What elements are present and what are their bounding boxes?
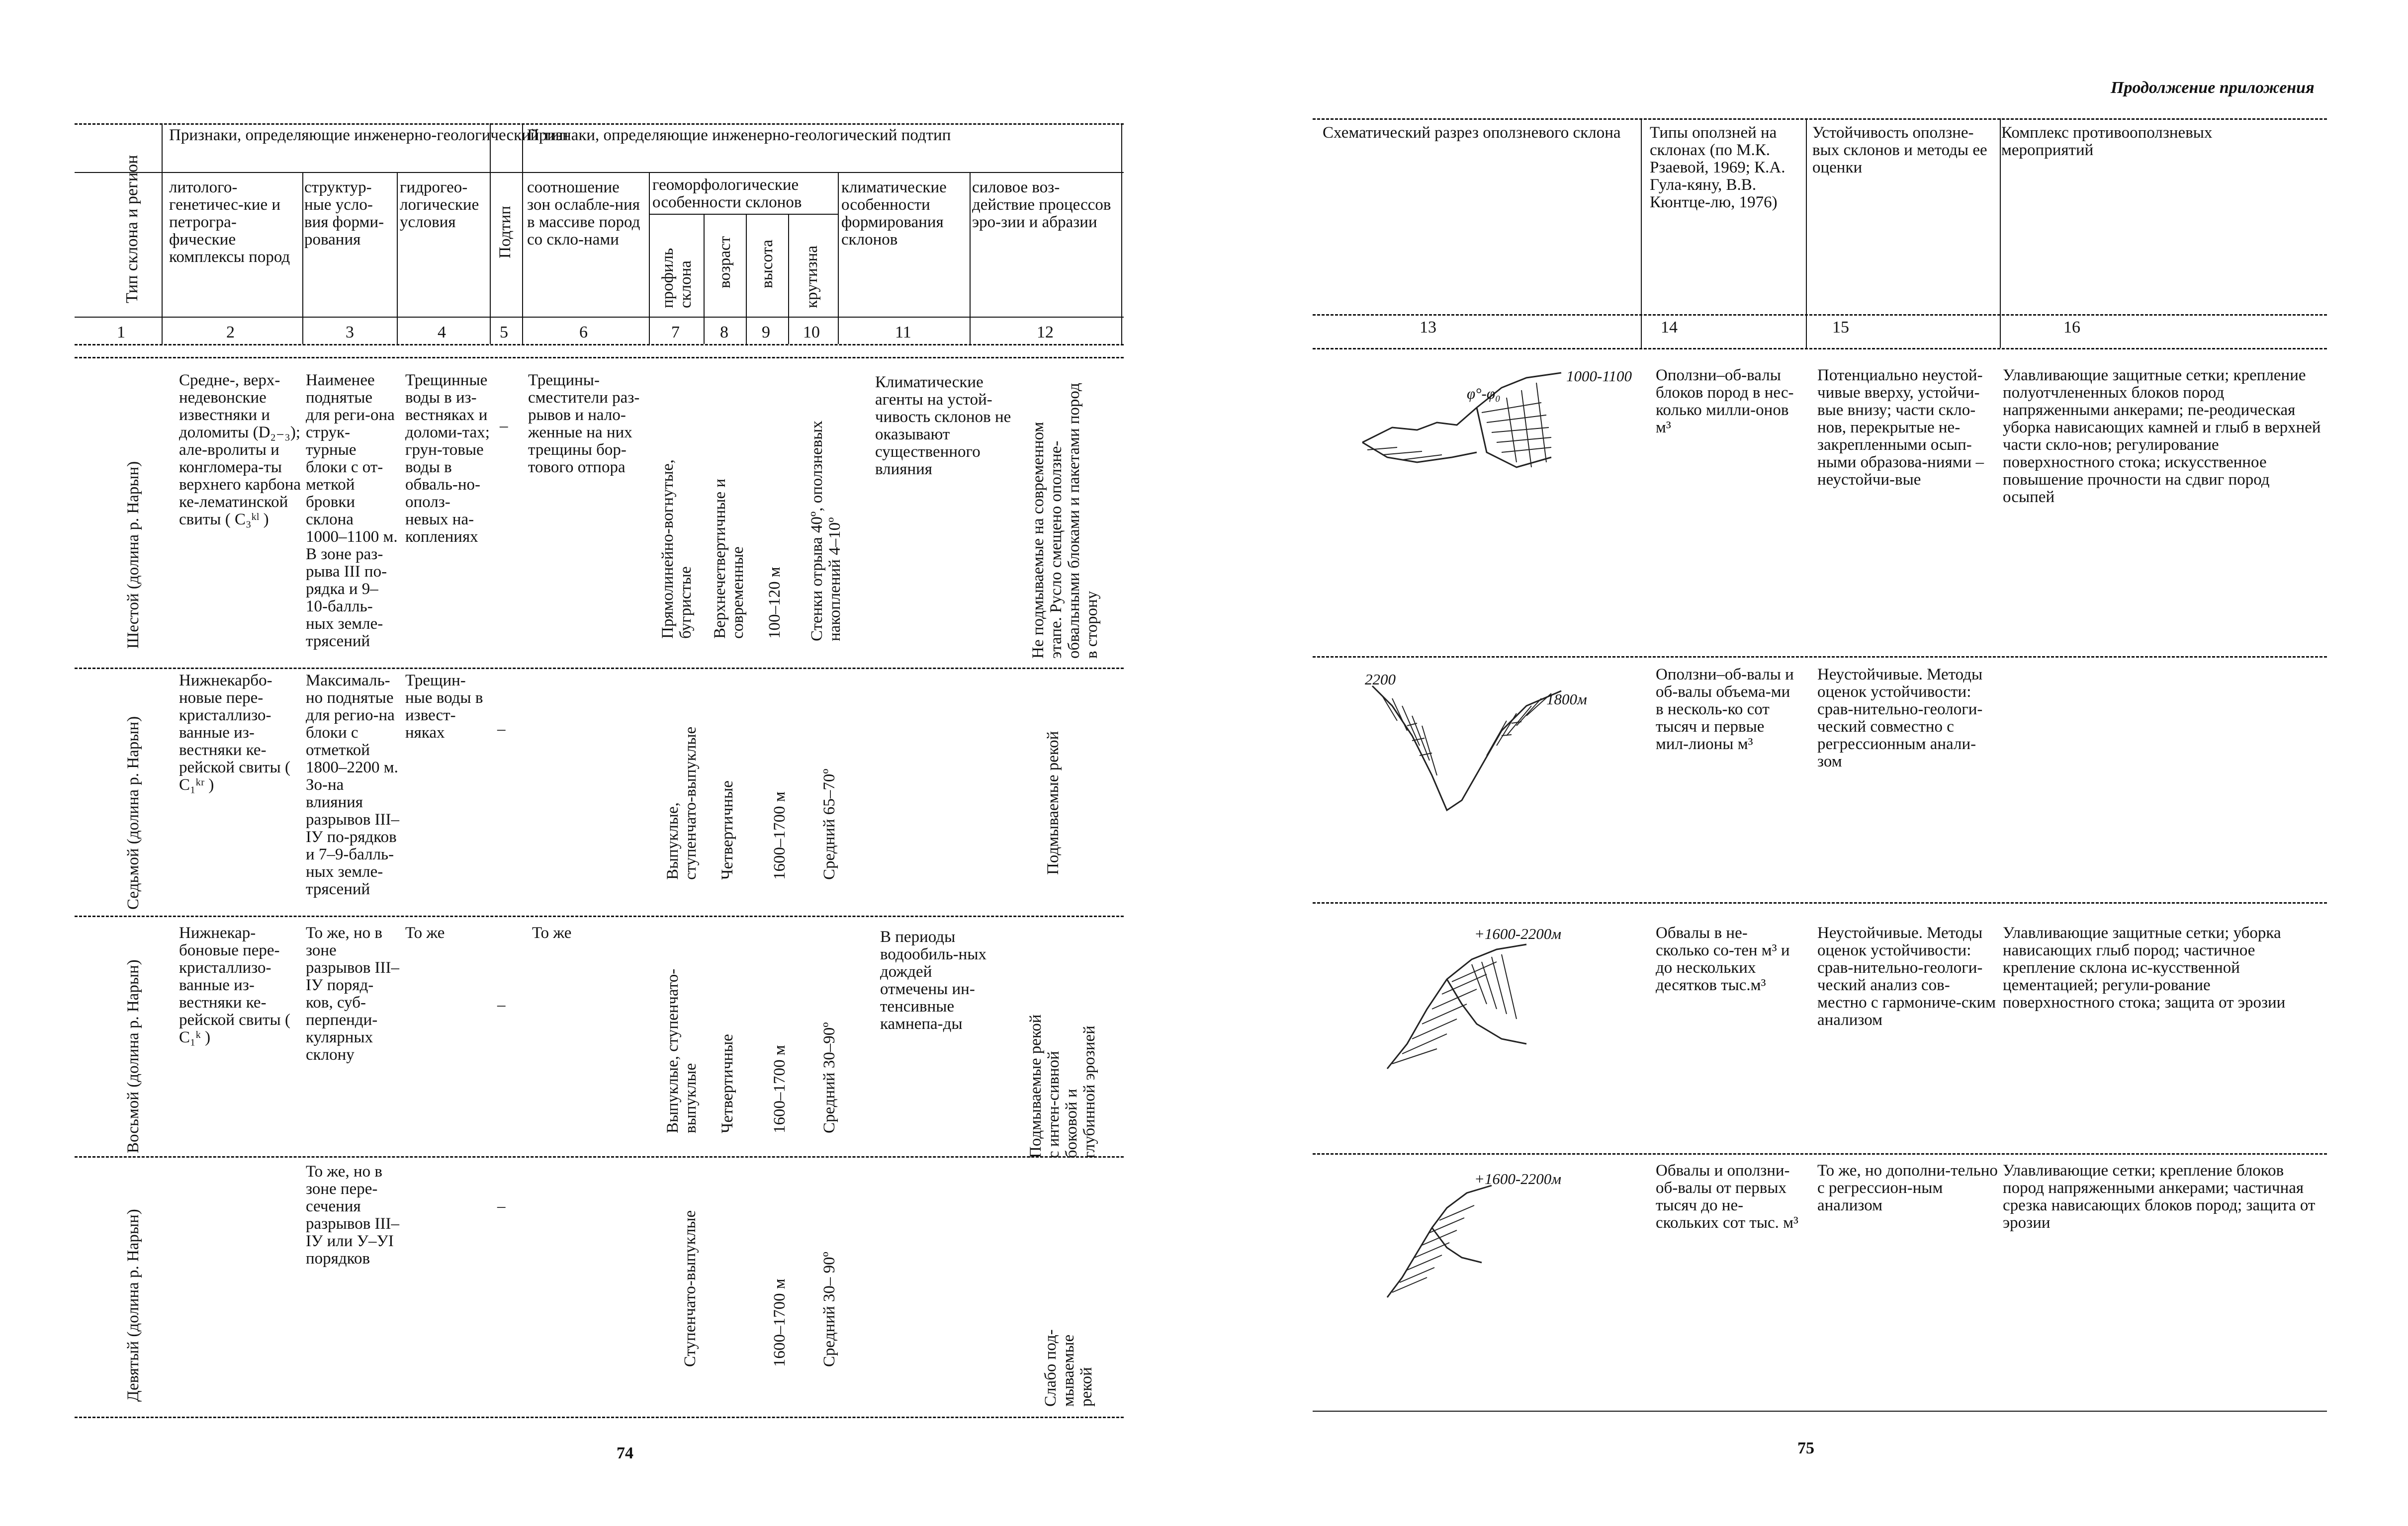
col-number: 6 (579, 323, 588, 341)
row-cell: Выпуклые, ступенчато-выпуклые (664, 726, 700, 880)
col16-header: Комплекс противооползневых мероприятий (2001, 124, 2213, 159)
row-cell: Подмываемые рекой (1044, 731, 1062, 875)
col-number: 3 (346, 323, 354, 341)
row-cell: То же (405, 924, 445, 942)
row-cell: Нижнекар-боновые пере-кристаллизо-ванные из-вестняки ке-рейской свиты ( C₁ᵏ ) (179, 924, 290, 1046)
page-number-left: 74 (617, 1444, 633, 1462)
col-divider (788, 214, 789, 344)
row-cell: Трещинные воды в из-вестняках и доломи-тах; грун-товые воды в обваль-но-ополз-невых на-коплениях (405, 371, 490, 546)
col12-header: силовое воз-действие процессов эро-зии и абразии (972, 178, 1111, 231)
col-divider (838, 172, 839, 344)
col-divider (970, 172, 971, 344)
table-bottom-rule (75, 1417, 1124, 1418)
col2-header: литолого-генетичес-кие и петрогра-фические комплексы пород (169, 178, 290, 266)
row-region: Восьмой (долина р. Нарын) (124, 959, 142, 1153)
row-cell: То же, но в зоне разрывов III–IУ поряд-ков, суб-перпенди-кулярных склону (306, 924, 400, 1064)
row-cell: Неустойчивые. Методы оценок устойчивости: срав-нительно-геологи-ческий анализ сов-местно с гармониче-ским анализом (1817, 924, 1996, 1029)
row-cell: Верхнечетвертичные и современные (711, 479, 747, 639)
col-number: 12 (1037, 323, 1054, 341)
row-cell: Оползни–об-валы блоков пород в нес-колько милли-онов м³ (1656, 366, 1794, 436)
col-number: 15 (1832, 318, 1849, 337)
col-number: 9 (762, 323, 770, 341)
col-number: 13 (1420, 318, 1436, 337)
col-divider (704, 214, 705, 344)
row-region: Седьмой (долина р. Нарын) (124, 716, 142, 910)
col3-header: структур-ные усло-вия форми-рования (304, 178, 384, 249)
col-number: 16 (2063, 318, 2080, 337)
row-cell: Четвертичные (718, 1034, 736, 1133)
row-cell: Ступенчато-выпуклые (681, 1210, 699, 1367)
row-cell: То же (532, 924, 572, 942)
row-cell: Трещин-ные воды в извест-няках (405, 672, 483, 742)
row-cell: 1600–1700 м (771, 1045, 789, 1133)
col-number: 8 (720, 323, 728, 341)
col-divider (649, 172, 650, 344)
col-number: 7 (671, 323, 680, 341)
col-divider (302, 172, 303, 344)
col10-header: крутизна (803, 245, 821, 308)
row-cell: Средний 30– 90º (820, 1252, 838, 1367)
row-cell: Средний 65–70º (820, 768, 838, 880)
sketch-label: φ°-φ₀ (1467, 385, 1501, 402)
continuation-header: Продолжение приложения (2111, 79, 2315, 97)
numbers-rule (75, 357, 1124, 358)
col-divider (162, 123, 163, 344)
header-rule (75, 172, 1124, 173)
col-number: 5 (500, 323, 508, 341)
col9-header: высота (758, 240, 776, 288)
table-top-rule (75, 123, 1124, 125)
row-cell: 1600–1700 м (771, 791, 789, 880)
sketch-label: +1600-2200м (1474, 925, 1562, 942)
row-rule (75, 668, 1124, 669)
col-divider (490, 123, 491, 344)
row-cell: Слабо под-мываемые рекой (1042, 1329, 1095, 1407)
col-divider (397, 172, 398, 344)
row-cell: 1600–1700 м (771, 1278, 789, 1367)
col7-header: профиль склона (659, 248, 695, 308)
row-cell: То же, но в зоне пере-сечения разрывов III–IУ или У–УI порядков (306, 1163, 400, 1268)
row-cell: Обвалы и оползни-об-валы от первых тысяч до не-скольких сот тыс. м³ (1656, 1162, 1798, 1232)
sketch-label: 2200 (1365, 671, 1396, 688)
row-rule (1313, 902, 2327, 904)
sketch-label: 1800м (1546, 690, 1587, 708)
col-number: 11 (895, 323, 911, 341)
sketch-label: +1600-2200м (1474, 1170, 1562, 1187)
table-top-rule (1313, 118, 2327, 120)
row-cell: Оползни–об-валы и об-валы объема-ми в несколь-ко сот тысяч и первые мил-лионы м³ (1656, 666, 1794, 753)
row-cell: То же, но дополни-тельно с регрессион-ным анализом (1817, 1162, 1998, 1214)
row-cell: Выпуклые, ступенчато-выпуклые (664, 968, 700, 1133)
numbers-rule (1313, 348, 2327, 349)
row-cell: Улавливающие защитные сетки; крепление полуотчлененных блоков пород напряженными анкерами; пе-реодическая уборка нависающих камней и глыб в верхней части скло-нов; регулирование поверхностного стока; искусственное повышение прочности на сдвиг пород осыпей (2003, 366, 2321, 506)
col-divider (1121, 123, 1122, 344)
row-rule (75, 916, 1124, 917)
table-bottom-rule (1313, 1411, 2327, 1412)
col13-header: Схематический разрез оползневого склона (1323, 124, 1621, 142)
row-cell: – (497, 720, 506, 738)
col1-header: Тип склона и регион (123, 155, 141, 303)
col-number: 1 (117, 323, 125, 341)
row-cell: Не подмываемые на современном этапе. Русло смещено оползне-обвальными блоками и пакетами пород в сторону (1029, 383, 1101, 659)
section-sketch-3 (1377, 934, 1566, 1079)
row-cell: 100–120 м (766, 567, 784, 639)
numbers-rule (1313, 314, 2327, 316)
geomorph-header: геоморфологические особенности склонов (652, 176, 802, 211)
col-number: 4 (438, 323, 446, 341)
row-rule (1313, 1153, 2327, 1155)
row-cell: – (500, 417, 508, 435)
col-number: 14 (1661, 318, 1678, 337)
col-divider (522, 123, 523, 344)
geomorph-rule (649, 214, 838, 215)
row-cell: Наименее поднятые для реги-она струк-турные блоки с от-меткой бровки склона 1000–1100 м. В зоне раз-рыва III по-рядка и 9–10-балль-ных земле-трясений (306, 371, 398, 650)
col8-header: возраст (716, 236, 734, 288)
row-cell: – (497, 996, 506, 1014)
col6-header: соотношение зон ослабле-ния в массиве пород со скло-нами (527, 178, 640, 249)
row-cell: Подмываемые рекой с интен-сивной боковой и глубинной эрозией (1027, 1014, 1098, 1158)
col-divider (746, 214, 747, 344)
numbers-rule (75, 344, 1124, 345)
row-rule (75, 1156, 1124, 1158)
col-number: 10 (803, 323, 820, 341)
header-rule (75, 317, 1124, 318)
col15-header: Устойчивость оползне-вых склонов и методы ее оценки (1812, 124, 1987, 176)
row-cell: Средне-, верх-недевонские известняки и доломиты (D₂₋₃); але-вролиты и конгломера-ты верхнего карбона ке-лематинской свиты ( C₃ᵏˡ ) (179, 371, 301, 528)
col-divider (2000, 118, 2001, 348)
row-cell: Четвертичные (718, 780, 736, 880)
row-cell: Неустойчивые. Методы оценок устойчивости: срав-нительно-геологи-ческий совместно с регрессионным анали-зом (1817, 666, 1983, 770)
row-cell: Климатические агенты на устой-чивость склонов не оказывают существенного влияния (875, 373, 1011, 478)
row-cell: Улавливающие сетки; крепление блоков пород напряженными анкерами; частичная срезка нависающих блоков пород; защита от эрозии (2003, 1162, 2316, 1232)
row-cell: Обвалы в не-сколько со-тен м³ и до нескольких десятков тыс.м³ (1656, 924, 1790, 994)
row-cell: Максималь-но поднятые для регио-на блоки с отметкой 1800–2200 м. Зо-на влияния разрывов III–IУ по-рядков и 7–9-балль-ных земле-трясений (306, 672, 400, 898)
section-sketch-4 (1377, 1178, 1526, 1307)
row-cell: Средний 30–90º (820, 1022, 838, 1133)
row-cell: В периоды водообиль-ных дождей отмечены ин-тенсивные камнепа-ды (880, 928, 986, 1033)
col-number: 2 (226, 323, 235, 341)
group-subtype-header: Признаки, определяющие инженерно-геологический подтип (527, 126, 951, 144)
group-type-header: Признаки, определяющие инженерно-геологический тип (169, 126, 568, 144)
row-cell: Прямолинейно-вогнутые, бугристые (659, 459, 695, 639)
row-region: Девятый (долина р. Нарын) (124, 1209, 142, 1402)
col4-header: гидрогео-логические условия (400, 178, 479, 231)
col5-header: Подтип (496, 206, 514, 258)
row-region: Шестой (долина р. Нарын) (124, 461, 142, 649)
row-rule (1313, 656, 2327, 658)
row-cell: Потенциально неустой-чивые вверху, устойчи-вые внизу; части скло-нов, перекрытые не-закрепленными осып-ными образова-ниями – неустойчи-вые (1817, 366, 1984, 489)
col11-header: климатические особенности формирования склонов (841, 178, 947, 249)
row-cell: Трещины-сместители раз-рывов и нало-женные на них трещины бор-тового отпора (528, 371, 640, 476)
row-cell: Улавливающие защитные сетки; уборка нависающих глыб пород; частичное крепление склона ис-кусственной цементацией; регули-рование поверхностного стока; защита от эрозии (2003, 924, 2286, 1012)
row-cell: – (497, 1197, 506, 1215)
col14-header: Типы оползней на склонах (по М.К. Рзаевой, 1969; К.А. Гула-кяну, В.В. Кюнтце-лю, 1976) (1650, 124, 1785, 211)
page-number-right: 75 (1797, 1439, 1814, 1457)
row-cell: Нижнекарбо-новые пере-кристаллизо-ванные из-вестняки ке-рейской свиты ( C₁ᵏʳ ) (179, 672, 290, 794)
sketch-label: 1000-1100 (1566, 367, 1632, 385)
col-divider (1806, 118, 1807, 348)
col-divider (1641, 118, 1642, 348)
row-cell: Стенки отрыва 40º, оползневых накоплений 4–10º (808, 421, 844, 641)
